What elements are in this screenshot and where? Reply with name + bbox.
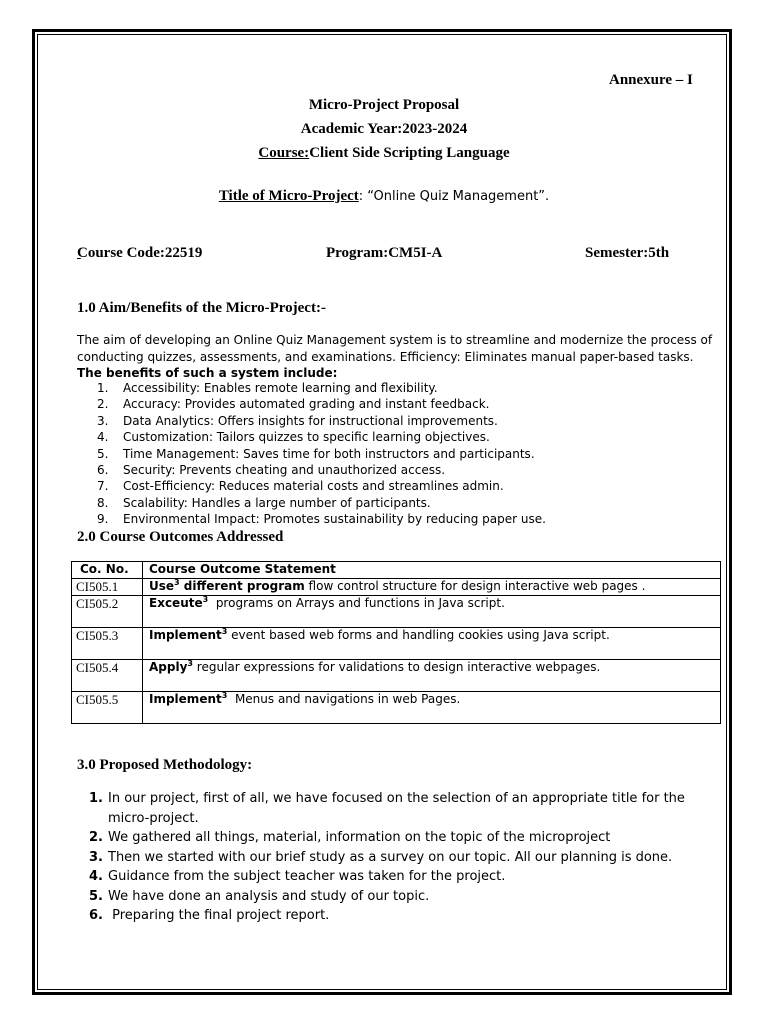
section2-heading: 2.0 Course Outcomes Addressed (77, 529, 284, 545)
table-row (72, 692, 721, 724)
proposal-title: Micro-Project Proposal (308, 97, 460, 113)
aim-line-2: conducting quizzes, assessments, and examinations. Efficiency: Eliminates manual paper-based tasks. (77, 349, 694, 364)
list-item: 6. Preparing the final project report. (89, 908, 330, 923)
aim-line-1: The aim of developing an Online Quiz Management system is to streamline and modernize the process of (77, 333, 713, 347)
list-item: 3. Then we started with our brief study as a survey on our topic. All our planning is done. (89, 849, 673, 865)
header-co-no: Co. No. (72, 562, 143, 579)
list-item: 6. Security: Prevents cheating and unauthorized access. (97, 463, 446, 478)
benefits-list (97, 380, 546, 528)
list-item: 4. Customization: Tailors quizzes to specific learning objectives. (97, 430, 490, 445)
co-statement: Use$^3$ different program flow control structure for design interactive web pages . (143, 579, 721, 596)
list-item: 5. We have done an analysis and study of our topic. (89, 888, 430, 904)
list-item: 8. Scalability: Handles a large number of participants. (97, 495, 431, 510)
section1-heading: 1.0 Aim/Benefits of the Micro-Project:- (77, 300, 326, 316)
academic-year: Academic Year:2023-2024 (300, 121, 468, 137)
list-item: 1. Accessibility: Enables remote learning and flexibility. (97, 381, 438, 395)
section3-heading: 3.0 Proposed Methodology: (77, 757, 253, 773)
annexure-label: Annexure – I (609, 72, 693, 88)
methodology-list (89, 789, 719, 926)
list-item: 1. In our project, first of all, we have focused on the selection of an appropriate title for the micro-project. (89, 791, 685, 826)
table-row (72, 660, 721, 692)
table-row (72, 579, 721, 596)
micro-title-label: Title of Micro-Project (218, 188, 359, 204)
list-item: 5. Time Management: Saves time for both instructors and participants. (97, 446, 535, 461)
table-row (72, 628, 721, 660)
course-outcomes-table (71, 561, 721, 724)
co-code: CI505.2 (72, 596, 143, 628)
co-statement: Exceute$^3$ programs on Arrays and functions in Java script. (143, 596, 721, 628)
co-statement: Implement$^3$ Menus and navigations in web Pages. (143, 692, 721, 724)
co-statement: Implement$^3$ event based web forms and handling cookies using Java script. (143, 628, 721, 660)
course-label: Course: (258, 145, 310, 161)
benefits-heading: The benefits of such a system include: (77, 366, 338, 380)
list-item: 2. We gathered all things, material, information on the topic of the microproject (89, 830, 611, 845)
semester: Semester:5th (585, 245, 670, 261)
list-item: 7. Cost-Efficiency: Reduces material costs and streamlines admin. (97, 479, 504, 494)
list-item: 3. Data Analytics: Offers insights for instructional improvements. (97, 413, 498, 428)
co-code: CI505.3 (72, 628, 143, 660)
co-code: CI505.4 (72, 660, 143, 692)
co-code: CI505.1 (72, 579, 143, 596)
list-item: 2. Accuracy: Provides automated grading and instant feedback. (97, 397, 490, 412)
co-statement: Apply$^3$ regular expressions for validations to design interactive webpages. (143, 660, 721, 692)
list-item: 4. Guidance from the subject teacher was taken for the project. (89, 869, 506, 884)
micro-title-value: : “Online Quiz Management”. (358, 189, 550, 204)
list-item: 9. Environmental Impact: Promotes sustainability by reducing paper use. (97, 512, 546, 527)
table-header-row (72, 562, 721, 579)
course-value: Client Side Scripting Language (309, 145, 510, 161)
course-code: Course Code:22519 (77, 245, 203, 261)
header-statement: Course Outcome Statement (143, 562, 721, 579)
table-row (72, 596, 721, 628)
aim-paragraph (77, 332, 717, 382)
course-line (0, 145, 768, 162)
program: Program:CM5I-A (326, 245, 443, 261)
co-code: CI505.5 (72, 692, 143, 724)
micro-project-title-line (0, 187, 768, 205)
